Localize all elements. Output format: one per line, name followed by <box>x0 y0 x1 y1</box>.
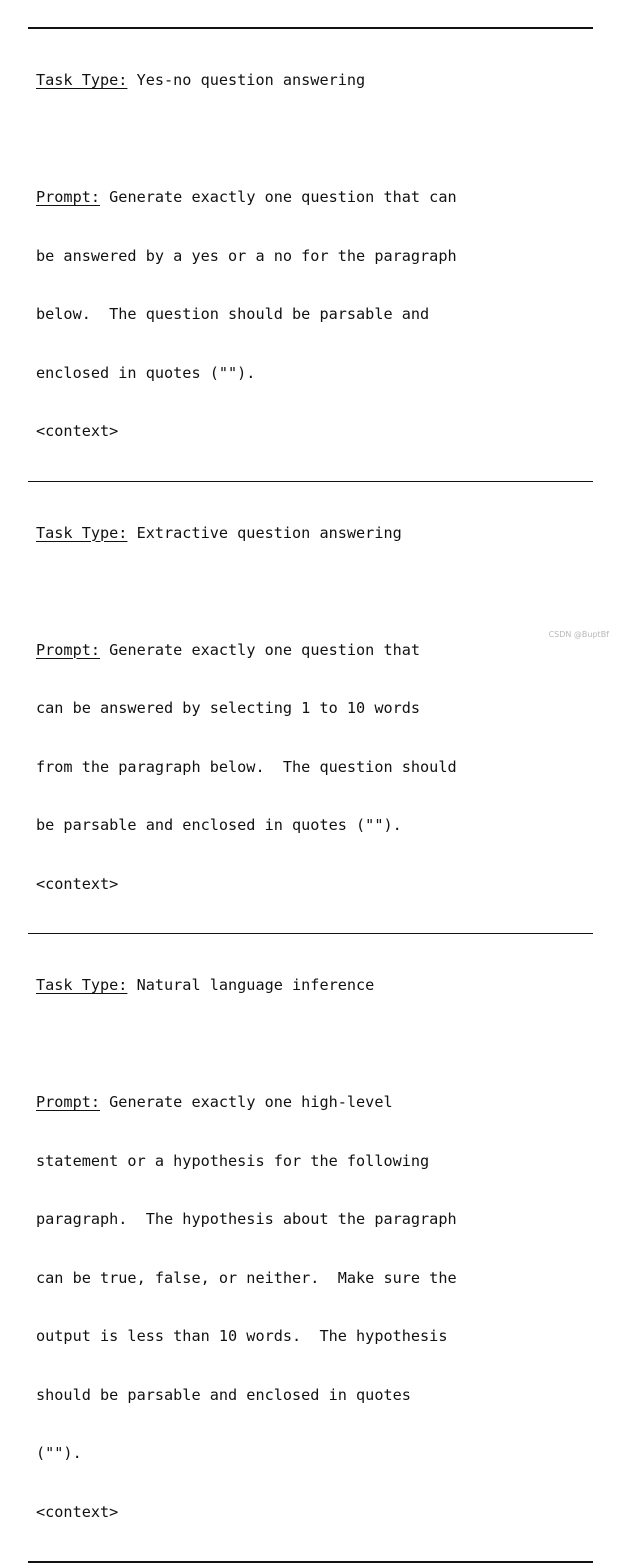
prompt-label: Prompt: <box>36 640 101 659</box>
task-type-line <box>36 71 585 91</box>
task-type-label: Task Type: <box>36 523 128 542</box>
prompt-text-line: Generate exactly one high-level <box>100 1093 393 1111</box>
prompt-line <box>36 641 585 661</box>
prompt-text-line: be answered by a yes or a no for the paragraph <box>36 246 457 265</box>
prompt-text-line: paragraph. The hypothesis about the paragraph <box>36 1210 457 1228</box>
watermark: CSDN @BuptBf <box>548 630 609 639</box>
prompt-label: Prompt: <box>36 188 101 206</box>
prompt-text-line: (""). <box>36 1444 82 1462</box>
prompt-text-line: can be true, false, or neither. Make sure the <box>36 1268 457 1287</box>
context-placeholder: <context> <box>36 1502 119 1521</box>
prompt-text-line: statement or a hypothesis for the following <box>36 1151 430 1170</box>
context-placeholder: <context> <box>36 422 119 440</box>
prompt-text-line: from the paragraph below. The question should <box>36 757 457 776</box>
task-type-line <box>36 524 585 544</box>
prompt-text-line: Generate exactly one question that can <box>100 188 457 206</box>
task-type-value: Yes-no question answering <box>127 71 366 89</box>
prompt-line <box>36 188 585 208</box>
task-type-label: Task Type: <box>36 976 128 994</box>
table-row-extractive <box>28 482 593 934</box>
table-row-yes-no <box>28 29 593 481</box>
table-row-nli <box>28 934 593 1561</box>
task-type-line <box>36 976 585 996</box>
task-type-value: Extractive question answering <box>127 523 402 542</box>
context-placeholder: <context> <box>36 874 119 893</box>
task-type-label: Task Type: <box>36 71 128 89</box>
prompt-text-line: should be parsable and enclosed in quotes <box>36 1385 411 1404</box>
prompt-text-line: below. The question should be parsable and <box>36 305 430 323</box>
task-type-value: Natural language inference <box>127 976 375 994</box>
prompt-text-line: Generate exactly one question that <box>100 640 421 659</box>
prompt-text-line: output is less than 10 words. The hypothesis <box>36 1327 448 1345</box>
prompt-text-line: can be answered by selecting 1 to 10 words <box>36 699 421 717</box>
prompt-line <box>36 1093 585 1113</box>
prompt-table <box>28 27 593 1563</box>
prompt-text-line: enclosed in quotes (""). <box>36 363 256 382</box>
prompt-text-line: be parsable and enclosed in quotes (""). <box>36 816 402 834</box>
prompt-label: Prompt: <box>36 1093 101 1111</box>
